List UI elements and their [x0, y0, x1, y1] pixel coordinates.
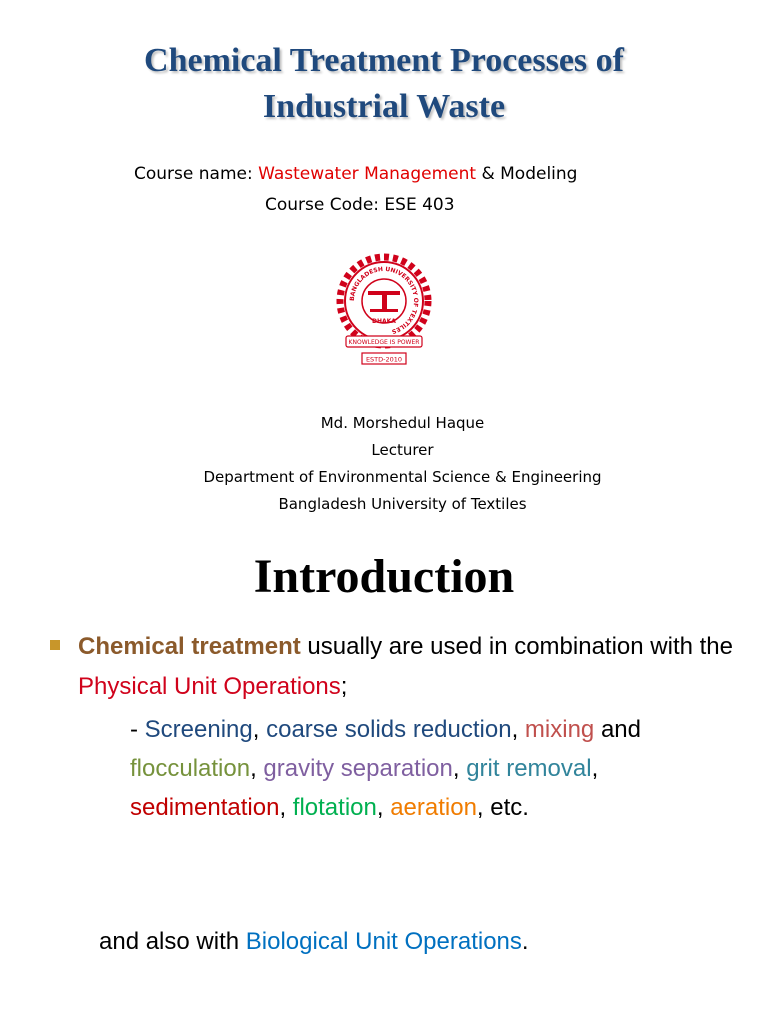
title-line-2: Industrial Waste [262, 88, 506, 125]
term-mixing: mixing [524, 716, 595, 743]
term-flotation: flotation [292, 794, 377, 821]
term-chemical-treatment: Chemical treatment [78, 633, 301, 660]
closing-text: and also with [99, 928, 246, 955]
author-name: Md. Morshedul Haque [320, 414, 485, 432]
title-line-1: Chemical Treatment Processes of [144, 42, 624, 79]
term-gravity-separation: gravity separation [263, 755, 453, 782]
bullet-paragraph [78, 627, 738, 707]
author-department: Department of Environmental Science & Engineering [203, 468, 602, 486]
logo-ring-text: BANGLADESH UNIVERSITY OF TEXTILES [348, 265, 420, 335]
book-icon [368, 291, 400, 312]
term-sedimentation: sedimentation [130, 794, 280, 821]
bullet-square-icon [50, 640, 60, 650]
university-logo [330, 245, 438, 369]
term-grit-removal: grit removal [466, 755, 592, 782]
logo-established: ESTD-2010 [365, 355, 403, 364]
term-biological-unit-operations: Biological Unit Operations [245, 928, 522, 955]
dash: - [130, 716, 145, 743]
course-code: Course Code: ESE 403 [265, 195, 455, 215]
term-physical-unit-operations: Physical Unit Operations [78, 673, 341, 700]
course-name-highlight: Wastewater Management [258, 164, 477, 184]
bullet-text-b: ; [340, 673, 348, 700]
document-title [0, 38, 768, 130]
logo-motto: KNOWLEDGE IS POWER [348, 339, 420, 346]
course-name [134, 164, 577, 184]
closing-line [99, 922, 529, 962]
closing-end: . [521, 928, 529, 955]
author-position: Lecturer [371, 441, 434, 459]
bullet-text-a: usually are used in combination with the [300, 633, 733, 660]
term-aeration: aeration [390, 794, 477, 821]
term-flocculation: flocculation [130, 755, 251, 782]
author-block [0, 410, 768, 518]
logo-city: DHAKA [372, 318, 396, 325]
course-name-rest: & Modeling [476, 164, 578, 184]
word-and: and [600, 716, 641, 743]
course-name-label: Course name: [134, 164, 259, 184]
author-university: Bangladesh University of Textiles [278, 495, 527, 513]
term-screening: Screening [144, 716, 253, 743]
term-coarse-solids: coarse solids reduction [266, 716, 512, 743]
operations-paragraph: - Screening, coarse solids reduction, mixing and flocculation, gravity separation, grit removal, sedimentation, flotation, aeration, etc. [130, 716, 641, 821]
section-heading: Introduction [253, 550, 515, 603]
word-etc: etc. [490, 794, 529, 821]
